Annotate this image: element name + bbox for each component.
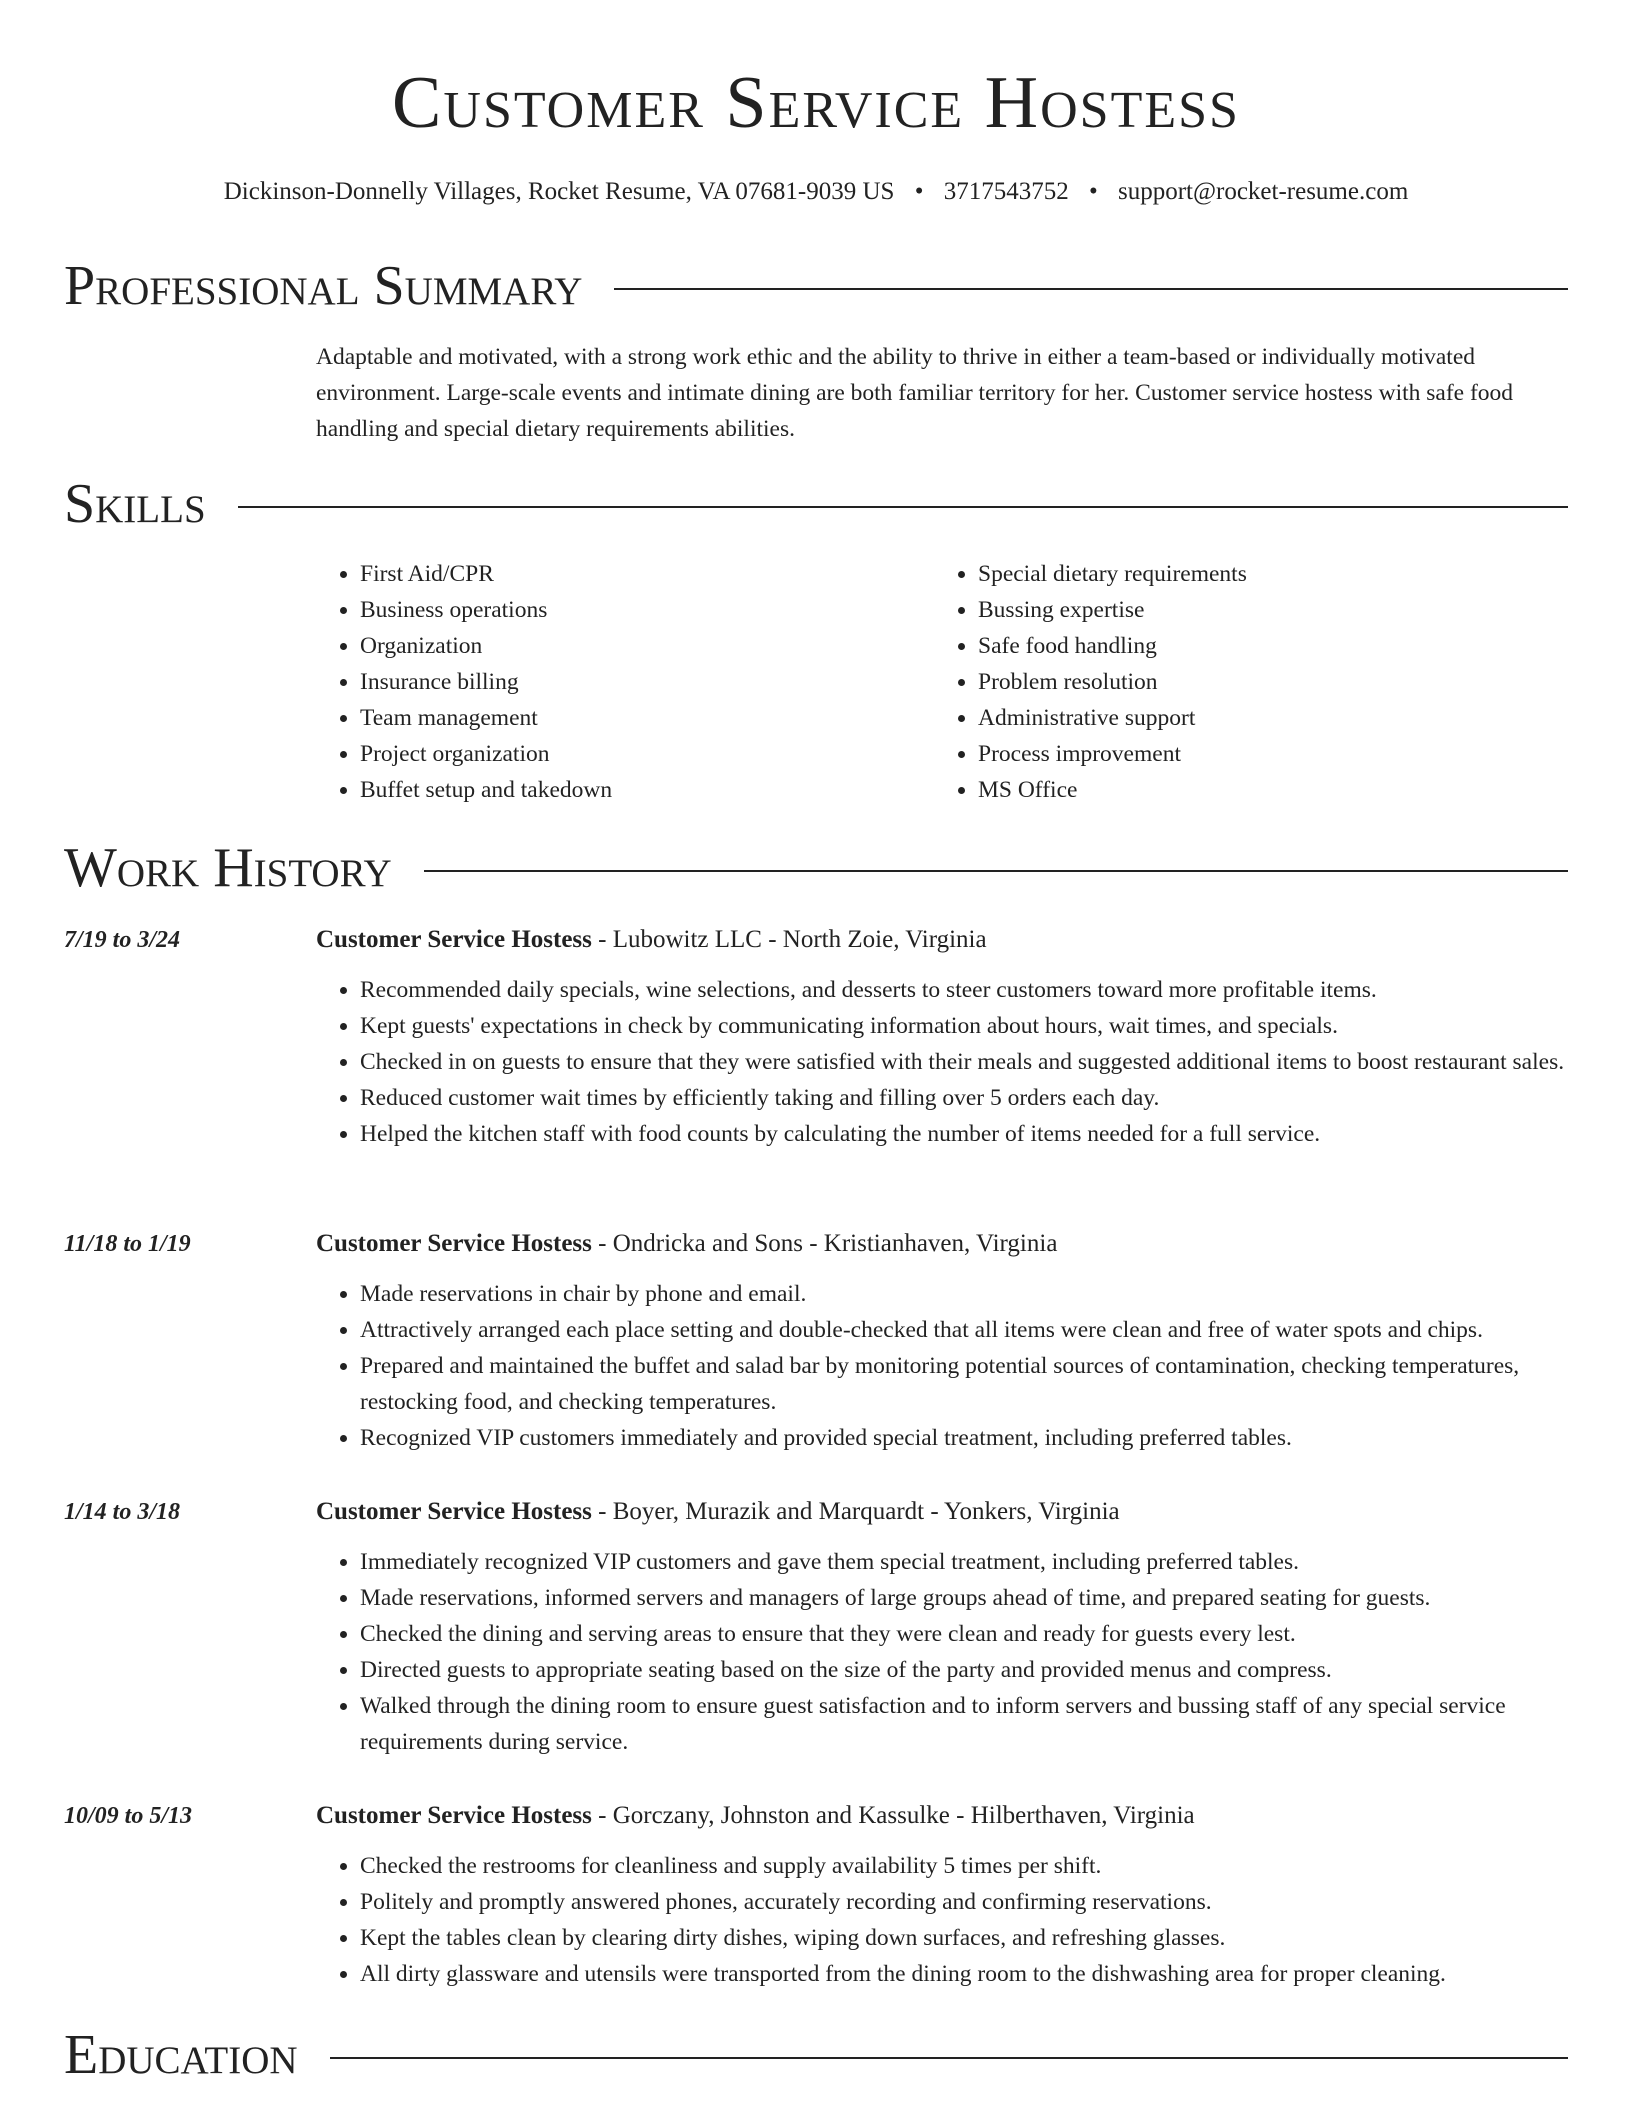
skills-column-right xyxy=(934,556,1552,808)
job-details: - Boyer, Murazik and Marquardt - Yonkers, Virginia xyxy=(591,1498,1120,1525)
job-bullet: • Attractively arranged each place setting and double-checked that all items were clean and free of water spots and chips. xyxy=(360,1312,1576,1348)
job-title-line xyxy=(316,922,987,958)
contact-separator: • xyxy=(914,178,924,205)
job-bullet: • Recognized VIP customers immediately and provided special treatment, including preferred tables. xyxy=(360,1420,1576,1456)
job-bullets xyxy=(316,1276,1576,1456)
job-bullet: • Recommended daily specials, wine selections, and desserts to steer customers toward more profitable items. xyxy=(360,972,1576,1008)
job-dates: 1/14 to 3/18 xyxy=(64,1499,181,1525)
section-title-skills: Skills xyxy=(64,473,206,535)
job-title: Customer Service Hostess xyxy=(316,1498,592,1525)
job-bullets xyxy=(316,1848,1576,1992)
skill-item: • Bussing expertise xyxy=(978,592,1552,628)
contact-line xyxy=(0,176,1632,208)
skills-list xyxy=(316,556,1576,808)
job-bullet: • Directed guests to appropriate seating based on the size of the party and provided menus and compress. xyxy=(360,1652,1576,1688)
job-details: - Lubowitz LLC - North Zoie, Virginia xyxy=(591,926,987,953)
skill-item: • MS Office xyxy=(978,772,1552,808)
section-header-work xyxy=(64,833,1568,903)
job-bullets xyxy=(316,972,1576,1152)
skill-item: • Process improvement xyxy=(978,736,1552,772)
job-title-line xyxy=(316,1494,1120,1530)
job-bullet: • Made reservations in chair by phone and email. xyxy=(360,1276,1576,1312)
job-bullet: • Helped the kitchen staff with food counts by calculating the number of items needed for a full service. xyxy=(360,1116,1576,1152)
job-dates: 10/09 to 5/13 xyxy=(64,1803,193,1829)
job-bullet: • Politely and promptly answered phones, accurately recording and confirming reservations. xyxy=(360,1884,1576,1920)
skill-item: • Organization xyxy=(360,628,934,664)
job-bullet: • Checked the restrooms for cleanliness and supply availability 5 times per shift. xyxy=(360,1848,1576,1884)
resume-name: Customer Service Hostess xyxy=(392,62,1240,144)
skill-item: • Insurance billing xyxy=(360,664,934,700)
job-dates: 11/18 to 1/19 xyxy=(64,1231,191,1257)
job-bullet: • All dirty glassware and utensils were transported from the dining room to the dishwashing area for proper cleaning. xyxy=(360,1956,1576,1992)
skill-item: • Buffet setup and takedown xyxy=(360,772,934,808)
job-bullet: • Prepared and maintained the buffet and salad bar by monitoring potential sources of contamination, checking temperatures, restocking food, and checking temperatures. xyxy=(360,1348,1576,1420)
job-bullet: • Checked the dining and serving areas to ensure that they were clean and ready for guests every lest. xyxy=(360,1616,1576,1652)
job-bullet: • Kept the tables clean by clearing dirty dishes, wiping down surfaces, and refreshing glasses. xyxy=(360,1920,1576,1956)
contact-separator: • xyxy=(1088,178,1098,205)
section-header-skills xyxy=(64,469,1568,539)
job-bullet: • Walked through the dining room to ensure guest satisfaction and to inform servers and bussing staff of any special service requirements during service. xyxy=(360,1688,1576,1760)
skill-item: • First Aid/CPR xyxy=(360,556,934,592)
job-title: Customer Service Hostess xyxy=(316,926,592,953)
job-bullets xyxy=(316,1544,1576,1760)
section-divider xyxy=(614,288,1568,290)
section-title-education: Education xyxy=(64,2024,298,2086)
job-bullet: • Checked in on guests to ensure that they were satisfied with their meals and suggested additional items to boost restaurant sales. xyxy=(360,1044,1576,1080)
skill-item: • Team management xyxy=(360,700,934,736)
skill-item: • Business operations xyxy=(360,592,934,628)
job-title: Customer Service Hostess xyxy=(316,1802,592,1829)
section-title-work: Work History xyxy=(64,837,392,899)
section-title-summary: Professional Summary xyxy=(64,255,583,317)
job-bullet: • Made reservations, informed servers and managers of large groups ahead of time, and prepared seating for guests. xyxy=(360,1580,1576,1616)
job-dates: 7/19 to 3/24 xyxy=(64,927,181,953)
job-title-line xyxy=(316,1226,1057,1262)
contact-address: Dickinson-Donnelly Villages, Rocket Resume, VA 07681-9039 US xyxy=(223,178,895,205)
skills-column-left xyxy=(316,556,934,808)
section-divider xyxy=(424,870,1568,872)
job-bullet: • Immediately recognized VIP customers and gave them special treatment, including preferred tables. xyxy=(360,1544,1576,1580)
job-details: - Ondricka and Sons - Kristianhaven, Virginia xyxy=(591,1230,1058,1257)
skill-item: • Problem resolution xyxy=(978,664,1552,700)
skill-item: • Special dietary requirements xyxy=(978,556,1552,592)
contact-phone: 3717543752 xyxy=(943,178,1069,205)
skill-item: • Administrative support xyxy=(978,700,1552,736)
job-title-line xyxy=(316,1798,1195,1834)
section-divider xyxy=(238,506,1568,508)
section-header-summary xyxy=(64,251,1568,321)
section-header-education xyxy=(64,2020,1568,2090)
summary-text: Adaptable and motivated, with a strong work ethic and the ability to thrive in either a team-based or individually motivated environment. Large-scale events and intimate dining are both familiar territory for her. Customer service hostess with safe food handling and special dietary requirements abilities. xyxy=(316,344,1514,442)
skill-item: • Project organization xyxy=(360,736,934,772)
job-title: Customer Service Hostess xyxy=(316,1230,592,1257)
skill-item: • Safe food handling xyxy=(978,628,1552,664)
job-bullet: • Kept guests' expectations in check by communicating information about hours, wait times, and specials. xyxy=(360,1008,1576,1044)
section-divider xyxy=(330,2057,1568,2059)
job-bullet: • Reduced customer wait times by efficiently taking and filling over 5 orders each day. xyxy=(360,1080,1576,1116)
job-details: - Gorczany, Johnston and Kassulke - Hilberthaven, Virginia xyxy=(591,1802,1195,1829)
contact-email: support@rocket-resume.com xyxy=(1117,178,1409,205)
